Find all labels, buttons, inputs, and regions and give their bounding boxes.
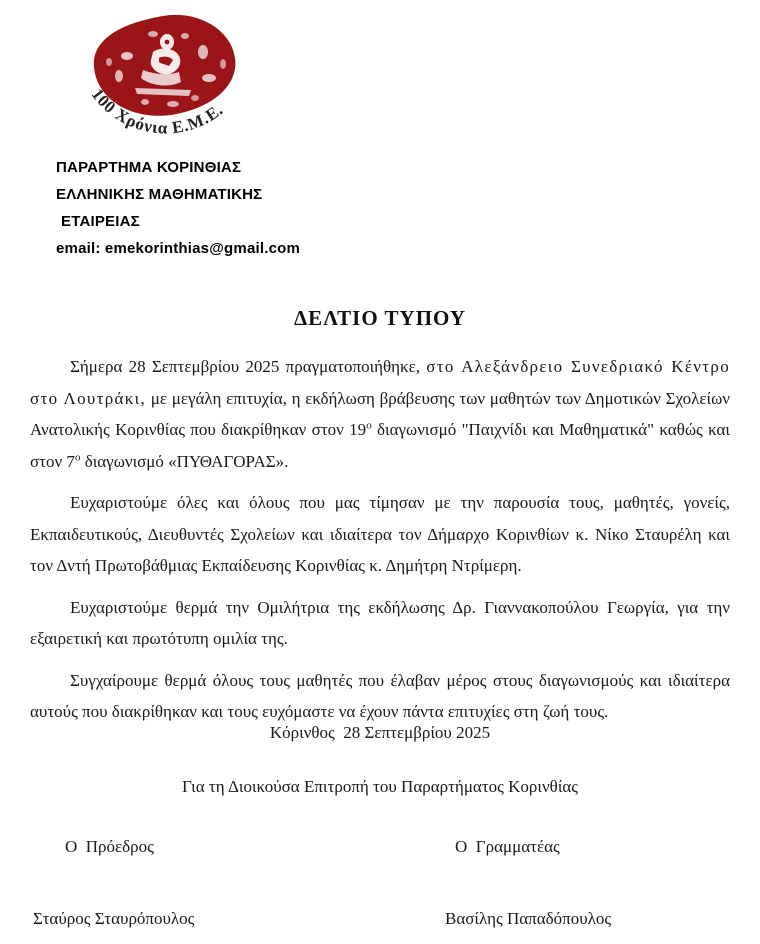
paragraph-thanks-speaker: Ευχαριστούμε θερμά την Ομιλήτρια της εκδήλωσης Δρ. Γιαννακοπούλου Γεωργία, για την εξαιρετική και πρωτότυπη ομιλία της. [30,597,730,648]
committee-line: Για τη Διοικούσα Επιτροπή του Παραρτήματος Κορινθίας [181,777,579,796]
p1-contest-1: διαγωνισμό "Παιχνίδι και Μαθηματικά" καθώς και στον 7 [30,420,731,471]
president-title: Ο Πρόεδρος [65,837,154,856]
organization-header [56,154,300,262]
paragraph-congratulations: Συγχαίρουμε θερμά όλους τους μαθητές που έλαβαν μέρος στους διαγωνισμούς και ιδιαίτερα αυτούς που διακρίθηκαν και τους ευχόμαστε να έχουν πάντα επιτυχίες στη ζωή τους. [30,670,730,721]
org-line-society-2: ΕΤΑΙΡΕΙΑΣ [61,213,140,230]
org-line-branch: ΠΑΡΑΡΤΗΜΑ ΚΟΡΙΝΘΙΑΣ [56,159,242,176]
p1-contest-2: διαγωνισμό «ΠΥΘΑΓΟΡΑΣ». [80,451,289,471]
place-date-line: Κόρινθος 28 Σεπτεμβρίου 2025 [269,723,491,742]
paragraph-thanks-attendees: Ευχαριστούμε όλες και όλους που μας τίμησαν με την παρουσία τους, μαθητές, γονείς, Εκπαιδευτικούς, Διευθυντές Σχολείων και ιδιαίτερα τον Δήμαρχο Κορινθίων κ. Νίκο Σταυρέλη και τον Δντή Πρωτοβάθμιας Εκπαίδευσης Κορινθίας κ. Δημήτρη Ντρίμερη. [30,493,730,575]
president-name: Σταύρος Σταυρόπουλος [33,909,195,928]
eme-centenary-logo [83,12,247,148]
page-title: ΔΕΛΤΙΟ ΤΥΠΟΥ [293,306,467,330]
coin-emblem-icon [83,12,247,148]
org-email: email: emekorinthias@gmail.com [56,240,301,257]
paragraph-event [30,351,730,477]
ordinal-19: ο [366,419,372,432]
p1-venue-phrase: στο Αλεξάνδρειο Συνεδριακό Κέντρο στο Λουτράκι, [30,357,731,408]
ordinal-7: ο [74,450,81,463]
logo-caption: 100 Χρόνια Ε.Μ.Ε. [87,84,227,138]
document-body [30,351,730,738]
secretary-name: Βασίλης Παπαδόπουλος [445,909,612,928]
org-line-society-1: ΕΛΛΗΝΙΚΗΣ ΜΑΘΗΜΑΤΙΚΗΣ [56,186,263,203]
p1-intro: Σήμερα 28 Σεπτεμβρίου 2025 πραγματοποιήθηκε, [70,357,427,376]
p1-middle: με μεγάλη επιτυχία, η εκδήλωση βράβευσης των μαθητών των Δημοτικών Σχολείων Ανατολικής Κορινθίας που διακρίθηκαν στον 19 [30,388,730,439]
secretary-title: Ο Γραμματέας [455,837,560,856]
